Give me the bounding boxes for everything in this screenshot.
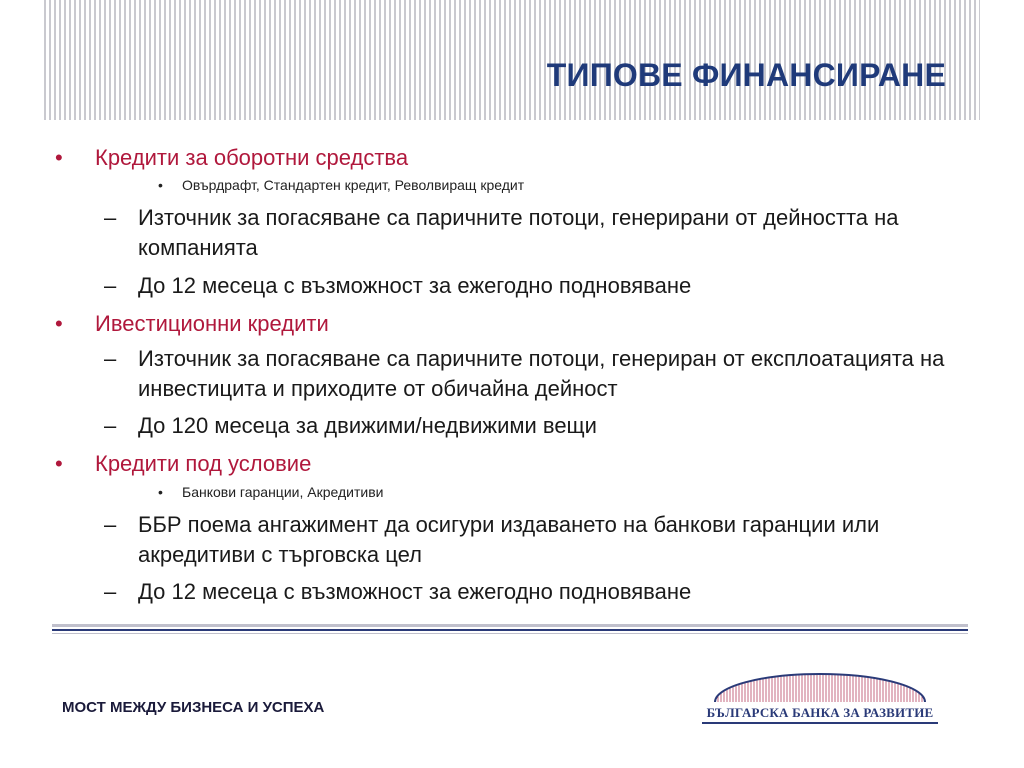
- sub-item-text: Банкови гаранции, Акредитиви: [182, 484, 384, 500]
- list-item-text: Източник за погасяване са паричните потоци, генериран от експлоатацията на инвестицита и приходите от обичайна дейност: [138, 346, 945, 401]
- section-heading: [55, 451, 312, 477]
- section-heading: [55, 145, 409, 171]
- bank-logo-text: БЪЛГАРСКА БАНКА ЗА РАЗВИТИЕ: [706, 705, 934, 720]
- dash-marker: –: [104, 273, 117, 298]
- bullet-marker: •: [158, 484, 163, 500]
- sub-item-text: Овърдрафт, Стандартен кредит, Револвиращ кредит: [182, 177, 525, 193]
- heading-text: Кредити под условие: [95, 451, 312, 476]
- dash-marker: –: [104, 579, 117, 604]
- list-item: [104, 344, 958, 404]
- dash-marker: –: [104, 413, 117, 438]
- bullet-marker: •: [55, 145, 63, 170]
- heading-text: Ивестиционни кредити: [95, 311, 329, 336]
- bullet-marker: •: [55, 311, 63, 336]
- list-item-text: ББР поема ангажимент да осигури издаването на банкови гаранции или акредитиви с търговска цел: [138, 512, 880, 567]
- footer-divider: [52, 629, 968, 631]
- footer-divider: [52, 633, 968, 634]
- header-banner: [44, 0, 980, 120]
- list-item-text: До 12 месеца с възможност за ежегодно подновяване: [138, 273, 692, 298]
- heading-text: Кредити за оборотни средства: [95, 145, 409, 170]
- list-item: [104, 510, 958, 570]
- footer-divider: [52, 624, 968, 627]
- list-item: [104, 271, 958, 301]
- bullet-marker: •: [55, 451, 63, 476]
- dash-marker: –: [104, 205, 117, 230]
- bullet-marker: •: [158, 177, 163, 193]
- list-item-text: До 12 месеца с възможност за ежегодно подновяване: [138, 579, 692, 604]
- dash-marker: –: [104, 512, 117, 537]
- list-item: [104, 203, 958, 263]
- footer-slogan: МОСТ МЕЖДУ БИЗНЕСА И УСПЕХА: [62, 699, 325, 716]
- page-title: ТИПОВЕ ФИНАНСИРАНЕ: [546, 57, 946, 93]
- dash-marker: –: [104, 346, 117, 371]
- list-item: [104, 577, 958, 607]
- sub-item: [158, 484, 384, 500]
- sub-item: [158, 177, 525, 193]
- bank-logo-rule: [702, 722, 938, 724]
- list-item-text: Източник за погасяване са паричните потоци, генерирани от дейността на компанията: [138, 205, 899, 260]
- section-heading: [55, 311, 329, 337]
- list-item: [104, 411, 958, 441]
- list-item-text: До 120 месеца за движими/недвижими вещи: [138, 413, 597, 438]
